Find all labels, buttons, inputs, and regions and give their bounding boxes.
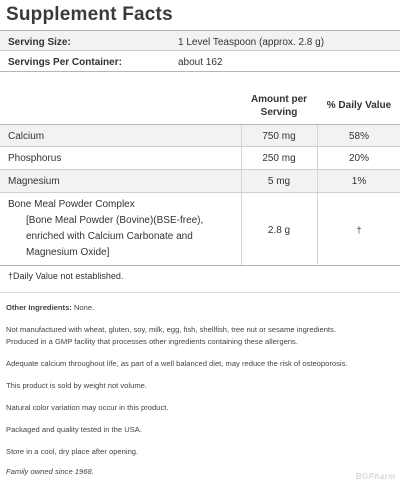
divider [0, 71, 400, 72]
servings-per-container-value: about 162 [178, 57, 223, 68]
packaged-note: Packaged and quality tested in the USA. [6, 425, 142, 434]
amount-header-line2: Serving [260, 107, 298, 118]
nutrient-amount: 2.8 g [267, 225, 291, 236]
nutrient-amount: 250 mg [262, 153, 296, 164]
nutrient-name-detail: enriched with Calcium Carbonate and [26, 231, 193, 242]
serving-size-label: Serving Size: [8, 37, 71, 48]
nutrient-name-detail: [Bone Meal Powder (Bovine)(BSE-free), [26, 215, 204, 226]
divider [0, 146, 400, 147]
serving-size-value: 1 Level Teaspoon (approx. 2.8 g) [178, 37, 325, 48]
divider [0, 192, 400, 193]
nutrient-dv: 20% [348, 153, 369, 164]
servings-per-container-label: Servings Per Container: [8, 57, 122, 68]
color-note: Natural color variation may occur in this product. [6, 403, 169, 412]
footnote: †Daily Value not established. [8, 271, 124, 281]
daily-value-header: % Daily Value [326, 100, 392, 111]
weight-note: This product is sold by weight not volume. [6, 381, 147, 390]
storage-note: Store in a cool, dry place after opening. [6, 447, 139, 456]
family-owned-note: Family owned since 1968. [6, 467, 94, 476]
divider [0, 50, 400, 51]
nutrient-amount: 5 mg [267, 176, 291, 187]
watermark: BGPharm [355, 472, 396, 481]
page-title: Supplement Facts [6, 4, 173, 25]
other-ingredients [6, 303, 94, 313]
nutrient-dv: 1% [351, 176, 367, 187]
divider [0, 292, 400, 293]
allergen-note: Not manufactured with wheat, gluten, soy, milk, egg, fish, shellfish, tree nut or sesame ingredients. [6, 325, 336, 334]
allergen-note: Produced in a GMP facility that processes other ingredients containing these allergens. [6, 337, 298, 346]
other-ingredients-value: None. [73, 303, 95, 312]
nutrient-dv: 58% [348, 131, 369, 142]
other-ingredients-label: Other Ingredients: [6, 303, 72, 312]
health-claim-note: Adequate calcium throughout life, as part of a well balanced diet, may reduce the risk of osteoporosis. [6, 359, 348, 368]
nutrient-name-detail: Magnesium Oxide] [26, 247, 110, 258]
nutrient-dv: † [356, 225, 362, 235]
nutrient-name: Phosphorus [8, 153, 62, 164]
nutrient-name: Bone Meal Powder Complex [8, 199, 135, 210]
nutrient-name: Magnesium [8, 176, 60, 187]
nutrient-amount: 750 mg [262, 131, 296, 142]
nutrient-name: Calcium [8, 131, 45, 142]
divider [0, 169, 400, 170]
divider [0, 265, 400, 266]
amount-header-line1: Amount per [250, 94, 308, 105]
